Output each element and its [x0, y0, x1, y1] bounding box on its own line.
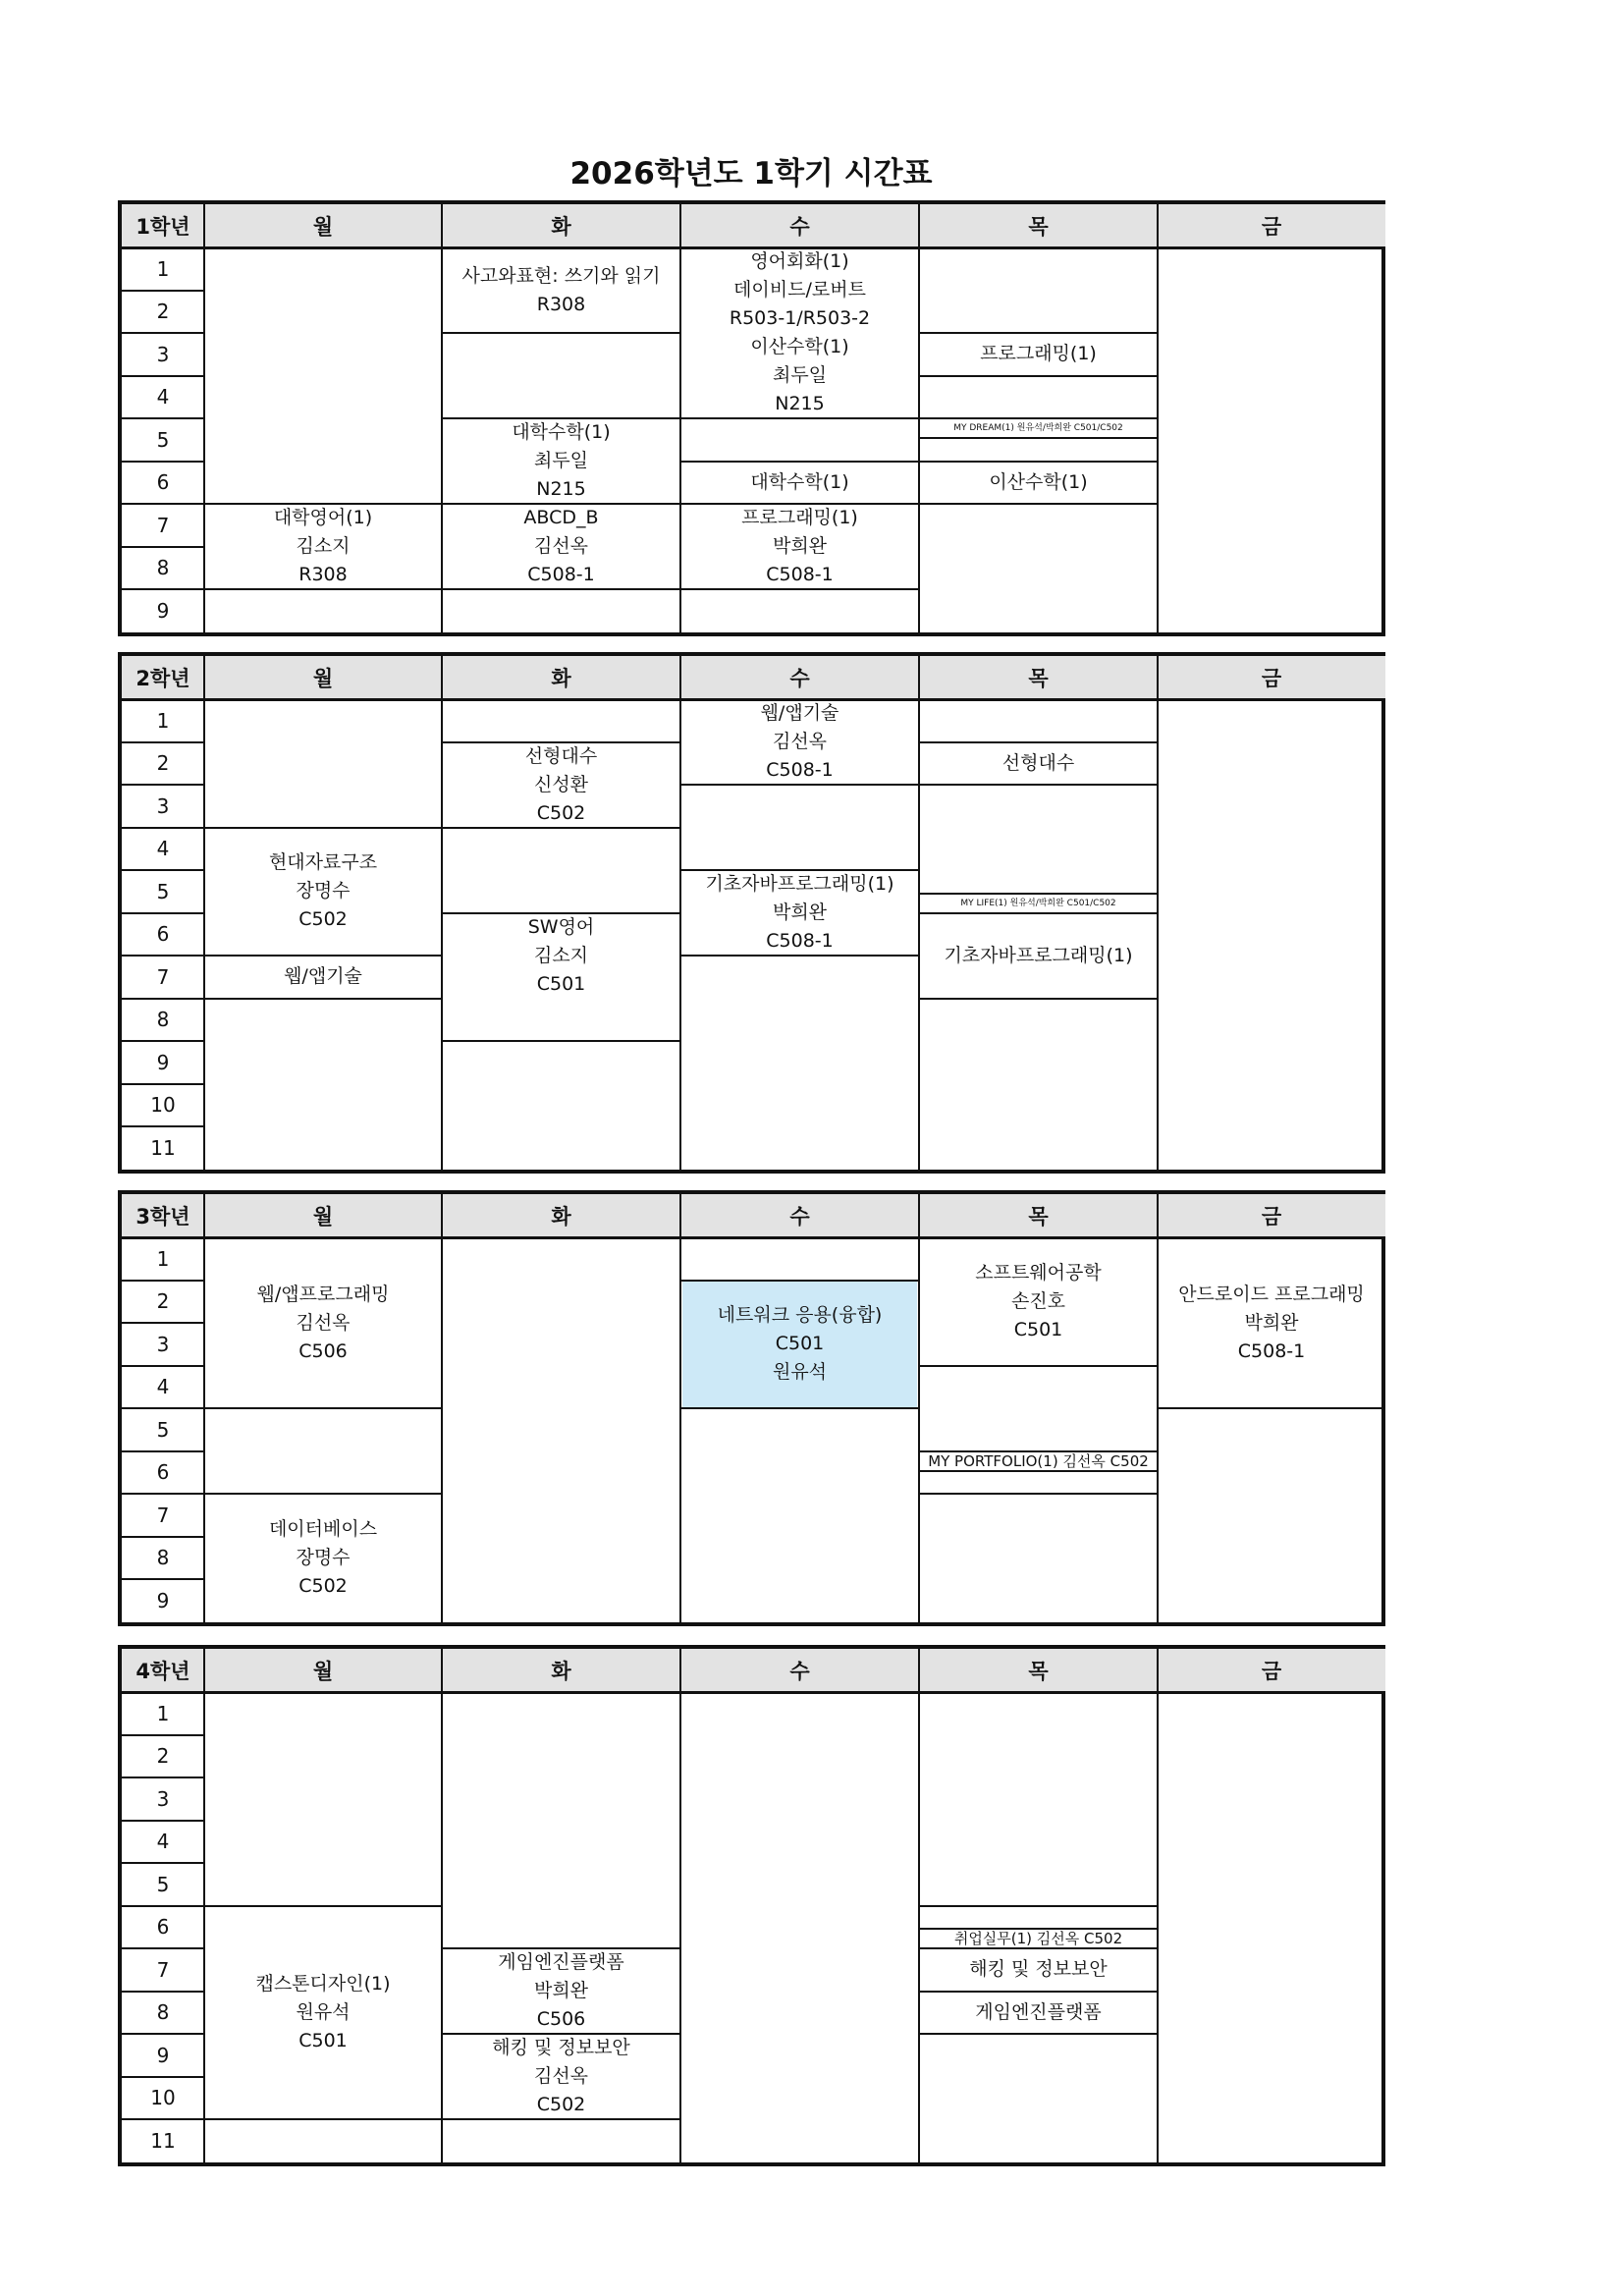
day-header: 화: [442, 656, 680, 699]
class-block: [444, 2035, 678, 2118]
class-block: [444, 248, 678, 332]
room-or-info: C502: [536, 2094, 586, 2115]
course-name: 네트워크 응용(융합): [717, 1304, 883, 1327]
period-label: 1: [156, 256, 170, 281]
period-label: 8: [156, 1546, 170, 1570]
course-name: SW영어: [527, 915, 595, 938]
class-block: [444, 505, 678, 588]
period-label: 6: [156, 1460, 170, 1485]
timetable-grade-1: [118, 200, 1385, 636]
class-block: [682, 248, 917, 332]
instructor: 신성환: [533, 773, 589, 795]
class-block: [206, 1907, 440, 2119]
class-block: [206, 1238, 440, 1407]
class-block: [206, 829, 440, 956]
class-block: [921, 1993, 1156, 2034]
instructor: 장명수: [296, 880, 351, 902]
course-name: ABCD_B: [523, 507, 599, 528]
period-label: 5: [156, 427, 170, 452]
room-or-info: C506: [298, 1339, 348, 1362]
period-label: 2: [156, 751, 170, 776]
period-label: 3: [156, 793, 170, 818]
instructor: 최두일: [772, 364, 828, 386]
course-name: 소프트웨어공학: [975, 1261, 1102, 1284]
period-label: 3: [156, 1332, 170, 1356]
day-header: 금: [1158, 1194, 1385, 1237]
day-header: 금: [1158, 204, 1385, 247]
instructor: 김선옥: [533, 2065, 589, 2087]
day-header: 금: [1158, 656, 1385, 699]
instructor: 최두일: [533, 450, 589, 471]
room-or-info: C508-1: [1237, 1339, 1306, 1362]
period-label: 2: [156, 1289, 170, 1314]
room-or-info: R308: [536, 293, 586, 315]
page-title: 2026학년도 1학기 시간표: [569, 156, 933, 191]
class-block: [921, 1238, 1156, 1365]
class-block: [682, 871, 917, 955]
day-header: 월: [204, 1194, 442, 1237]
day-header: 목: [919, 1649, 1158, 1692]
course-name: 프로그래밍(1): [980, 343, 1097, 365]
course-name: 캡스톤디자인(1): [255, 1972, 391, 1995]
course-name: 이산수학(1): [989, 470, 1088, 493]
grade-label: 4학년: [122, 1649, 204, 1692]
course-name: 선형대수: [1001, 751, 1075, 774]
course-name: 기초자바프로그래밍(1): [705, 873, 894, 895]
room-or-info: R503-1/R503-2: [729, 307, 871, 329]
class-block: [206, 957, 440, 998]
course-name: 현대자료구조: [268, 851, 378, 874]
room-or-info: N215: [775, 393, 825, 414]
day-header: 화: [442, 204, 680, 247]
period-label: 6: [156, 470, 170, 495]
course-name: 게임엔진플랫폼: [498, 1951, 624, 1973]
room-or-info: C508-1: [766, 930, 834, 952]
period-label: 9: [156, 2043, 170, 2067]
class-block: [921, 914, 1156, 998]
instructor: 김소지: [533, 944, 589, 966]
day-header: 수: [680, 1194, 919, 1237]
class-block: [682, 505, 917, 588]
period-label: 8: [156, 2000, 170, 2025]
room-or-info: 원유석: [772, 1361, 828, 1384]
instructor: 김선옥: [296, 1311, 351, 1334]
period-label: 7: [156, 1957, 170, 1982]
period-label: 5: [156, 1872, 170, 1896]
period-label: 1: [156, 1246, 170, 1271]
room-or-info: C502: [536, 801, 586, 824]
day-header: 수: [680, 204, 919, 247]
room-or-info: C501: [1013, 1318, 1063, 1340]
period-label: 11: [150, 2128, 176, 2153]
period-label: 4: [156, 837, 170, 861]
period-label: 4: [156, 1830, 170, 1854]
room-or-info: N215: [536, 478, 586, 500]
day-header: 목: [919, 1194, 1158, 1237]
day-header: 화: [442, 1194, 680, 1237]
day-header: 목: [919, 204, 1158, 247]
period-label: 8: [156, 556, 170, 580]
course-name: 취업실무(1) 김선옥 C502: [953, 1930, 1123, 1947]
room-or-info: C506: [536, 2008, 586, 2030]
course-name: 해킹 및 정보보안: [492, 2037, 630, 2058]
day-header: 월: [204, 656, 442, 699]
instructor: 장명수: [296, 1546, 351, 1568]
period-label: 10: [150, 1093, 176, 1118]
day-header: 목: [919, 656, 1158, 699]
class-block: [921, 463, 1156, 504]
instructor: 데이비드/로버트: [733, 279, 866, 301]
class-block: [921, 1930, 1156, 1947]
day-header: 월: [204, 1649, 442, 1692]
period-label: 7: [156, 1503, 170, 1527]
class-block: [921, 895, 1156, 912]
course-name: 게임엔진플랫폼: [975, 2000, 1102, 2023]
period-label: 2: [156, 300, 170, 324]
timetable-grade-3: [118, 1190, 1385, 1626]
instructor: 김선옥: [772, 731, 828, 752]
course-name: 선형대수: [524, 744, 598, 767]
class-block: [444, 743, 678, 827]
room-or-info: C508-1: [766, 564, 834, 585]
course-name: 대학영어(1): [273, 507, 373, 528]
instructor: 김선옥: [533, 535, 589, 557]
class-block: [444, 1949, 678, 2033]
class-block: [921, 1452, 1156, 1470]
grade-label: 2학년: [122, 656, 204, 699]
room-or-info: C508-1: [766, 759, 834, 781]
instructor: C501: [775, 1333, 825, 1355]
period-label: 4: [156, 1375, 170, 1399]
room-or-info: R308: [298, 564, 348, 585]
class-block: [682, 1282, 917, 1408]
room-or-info: C501: [536, 972, 586, 995]
period-label: 9: [156, 598, 170, 623]
period-label: 5: [156, 879, 170, 903]
grade-label: 1학년: [122, 204, 204, 247]
instructor: 손진호: [1010, 1289, 1066, 1312]
period-label: 2: [156, 1744, 170, 1769]
class-block: [682, 700, 917, 784]
room-or-info: C508-1: [527, 564, 595, 585]
class-block: [206, 505, 440, 588]
course-name: 대학수학(1): [750, 470, 849, 493]
instructor: 박희완: [772, 535, 828, 557]
period-label: 9: [156, 1050, 170, 1074]
course-name: 데이터베이스: [268, 1517, 378, 1540]
period-label: 5: [156, 1417, 170, 1442]
course-name: 웹/앱기술: [760, 702, 839, 724]
timetable-grade-2: [118, 652, 1385, 1174]
period-label: 8: [156, 1008, 170, 1032]
instructor: 김소지: [296, 535, 351, 557]
period-label: 11: [150, 1135, 176, 1160]
course-name: 프로그래밍(1): [741, 507, 858, 528]
period-label: 7: [156, 964, 170, 989]
grade-label: 3학년: [122, 1194, 204, 1237]
period-label: 3: [156, 1786, 170, 1811]
instructor: 박희완: [533, 1980, 589, 2001]
room-or-info: C502: [298, 908, 348, 931]
period-label: 4: [156, 385, 170, 410]
day-header: 수: [680, 1649, 919, 1692]
course-name: 웹/앱프로그래밍: [256, 1283, 390, 1305]
course-name: MY PORTFOLIO(1) 김선옥 C502: [928, 1451, 1149, 1470]
class-block: [682, 463, 917, 504]
day-header: 월: [204, 204, 442, 247]
room-or-info: C502: [298, 1574, 348, 1597]
course-name: MY LIFE(1) 원유석/박희완 C501/C502: [960, 898, 1116, 908]
class-block: [1160, 1238, 1383, 1407]
day-header: 화: [442, 1649, 680, 1692]
course-name: 이산수학(1): [750, 336, 849, 357]
course-name: 해킹 및 정보보안: [969, 1958, 1108, 1981]
class-block: [921, 334, 1156, 375]
instructor: 원유석: [296, 2000, 351, 2023]
instructor: 박희완: [772, 902, 828, 923]
course-name: 기초자바프로그래밍(1): [944, 944, 1133, 966]
period-label: 9: [156, 1588, 170, 1613]
period-label: 1: [156, 1701, 170, 1725]
period-label: 3: [156, 342, 170, 366]
instructor: 박희완: [1244, 1311, 1299, 1334]
timetable-grade-4: [118, 1645, 1385, 2166]
class-block: [206, 1495, 440, 1621]
period-label: 6: [156, 922, 170, 947]
class-block: [921, 743, 1156, 785]
period-label: 6: [156, 1915, 170, 1940]
room-or-info: C501: [298, 2029, 348, 2051]
period-label: 10: [150, 2086, 176, 2110]
course-name: 대학수학(1): [512, 421, 611, 443]
period-label: 1: [156, 708, 170, 733]
course-name: 웹/앱기술: [284, 965, 362, 988]
course-name: 안드로이드 프로그래밍: [1178, 1283, 1365, 1305]
class-block: [921, 1949, 1156, 1991]
course-name: 영어회화(1): [750, 250, 849, 272]
class-block: [921, 419, 1156, 437]
class-block: [682, 334, 917, 417]
class-block: [444, 419, 678, 503]
period-label: 7: [156, 513, 170, 537]
class-block: [444, 914, 678, 998]
day-header: 금: [1158, 1649, 1385, 1692]
course-name: MY DREAM(1) 원유석/박희완 C501/C502: [953, 423, 1123, 433]
course-name: 사고와표현: 쓰기와 읽기: [461, 264, 661, 287]
day-header: 수: [680, 656, 919, 699]
